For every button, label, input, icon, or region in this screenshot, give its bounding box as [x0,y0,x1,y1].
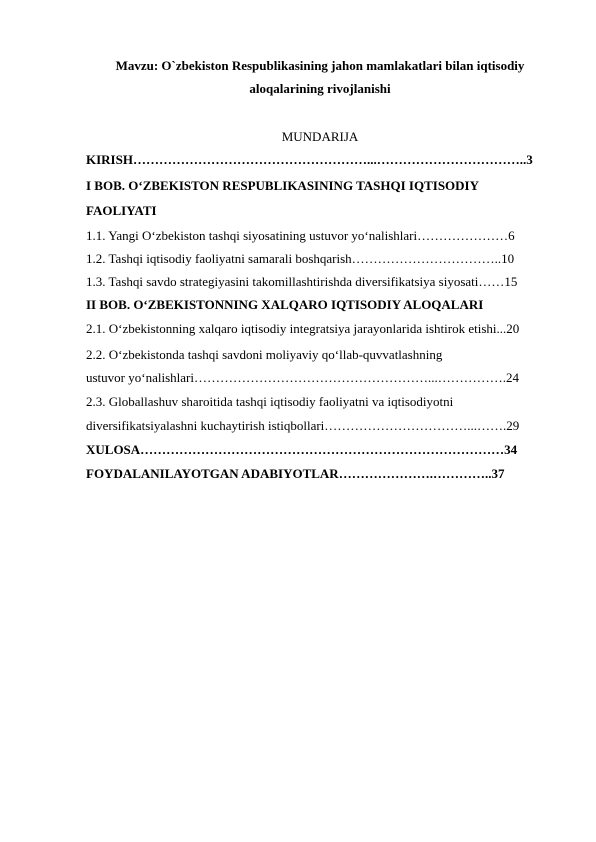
toc-chapter-1-line-2: FAOLIYATI [86,203,157,218]
document-title-line-2: aloqalarining rivojlanishi [249,81,391,96]
toc-entry-2-2-line-2: ustuvor yo‘nalishlari………………………………………………...…………….24 [86,370,519,385]
toc-entry-1-1: 1.1. Yangi O‘zbekiston tashqi siyosatining ustuvor yo‘nalishlari…………………6 [86,228,515,243]
toc-chapter-2: II BOB. O‘ZBEKISTONNING XALQARO IQTISODIY ALOQALARI [86,297,484,312]
toc-entry-1-3: 1.3. Tashqi savdo strategiyasini takomillashtirishda diversifikatsiya siyosati……15 [86,274,518,289]
toc-chapter-1-line-1: I BOB. O‘ZBEKISTON RESPUBLIKASINING TASHQI IQTISODIY [86,178,480,193]
toc-entry-2-2-line-1: 2.2. O‘zbekistonda tashqi savdoni moliyaviy qo‘llab-quvvatlashning [86,347,443,362]
document-title-line-1: Mavzu: O`zbekiston Respublikasining jahon mamlakatlari bilan iqtisodiy [115,58,525,73]
toc-entry-xulosa: XULOSA…………………………………………………………………………34 [86,442,518,457]
toc-entry-1-2: 1.2. Tashqi iqtisodiy faoliyatni samarali boshqarish……………………………..10 [86,251,515,266]
toc-entry-2-3-line-1: 2.3. Globallashuv sharoitida tashqi iqtisodiy faoliyatni va iqtisodiyotni [86,394,454,409]
toc-entry-2-1: 2.1. O‘zbekistonning xalqaro iqtisodiy integratsiya jarayonlarida ishtirok etishi...20 [86,321,520,336]
toc-entry-adabiyotlar: FOYDALANILAYOTGAN ADABIYOTLAR………………….…………..37 [86,466,505,481]
toc-entry-2-3-line-2: diversifikatsiyalashni kuchaytirish istiqbollari……………………………...…….29 [86,418,520,433]
toc-heading: MUNDARIJA [281,129,359,144]
toc-entry-kirish: KIRISH………………………………………………...……………………………..3 [86,152,533,167]
